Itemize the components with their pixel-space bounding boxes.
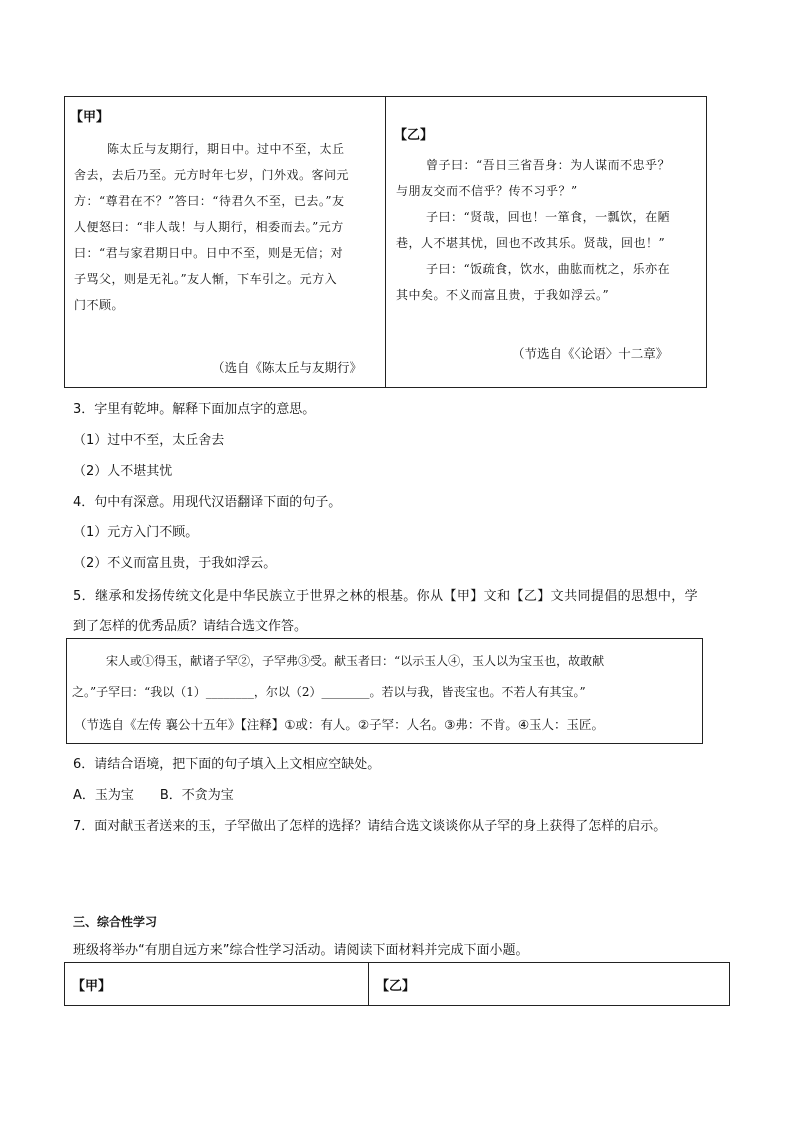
question-6: 6．请结合语境，把下面的句子填入上文相应空缺处。: [73, 757, 381, 772]
jia-line: 陈太丘与友期行，期日中。过中不至，太丘: [107, 142, 345, 156]
reading-table-divider: [385, 96, 386, 388]
question-4-1: （1）元方入门不顾。: [73, 525, 199, 540]
question-7: 7．面对献玉者送来的玉，子罕做出了怎样的选择？请结合选文谈谈你从子罕的身上获得了怎样的启示。: [73, 819, 667, 834]
yi-line: 巷，人不堪其忧，回也不改其乐。贤哉，回也！”: [396, 236, 666, 250]
zihan-source-notes: （节选自《左传 襄公十五年》【注释】①或：有人。②子罕：人名。③弗：不肯。④玉人：玉匠。: [74, 717, 605, 732]
question-6-options: A．玉为宝 B．不贪为宝: [73, 788, 234, 803]
jia-line: 曰：“君与家君期日中。日中不至，则是无信；对: [74, 246, 344, 260]
question-3: 3．字里有乾坤。解释下面加点字的意思。: [73, 402, 316, 417]
question-3-2-text: （2）人不堪其忧: [73, 464, 173, 479]
yi-line: 子曰：“饭疏食，饮水，曲肱而枕之，乐亦在: [426, 262, 671, 276]
section-3-intro: 班级将举办“有朋自远方来”综合性学习活动。请阅读下面材料并完成下面小题。: [73, 943, 529, 958]
jia-source: （选自《陈太丘与友期行》: [212, 360, 363, 375]
jia-line: 方：“尊君在不？”答曰：“待君久不至，已去。”友: [74, 194, 345, 208]
section-3-table-divider: [368, 962, 369, 1006]
question-3-2: [73, 460, 172, 479]
question-5-line2: 到了怎样的优秀品质？请结合选文作答。: [73, 619, 308, 634]
yi-tag: 【乙】: [394, 128, 434, 143]
zihan-line1: 宋人或①得玉，献诸子罕②，子罕弗③受。献玉者曰：“以示玉人④，玉人以为宝玉也，故敢献: [106, 654, 605, 668]
jia-line: 门不顾。: [74, 298, 125, 312]
section-3-title: 三、综合性学习: [73, 915, 158, 929]
question-4-2: （2）不义而富且贵，于我如浮云。: [73, 556, 277, 571]
yi-line: 其中矣。不义而富且贵，于我如浮云。”: [396, 288, 610, 302]
yi-text: [396, 152, 701, 308]
jia-line: 子骂父，则是无礼。”友人惭，下车引之。元方入: [74, 272, 338, 286]
jia-tag: 【甲】: [70, 110, 110, 125]
question-3-1-text: （1）过中不至，太丘舍去: [73, 433, 225, 448]
question-4: 4．句中有深意。用现代汉语翻译下面的句子。: [73, 495, 342, 510]
yi-line: 子曰：“贤哉，回也！一箪食，一瓢饮，在陋: [426, 210, 671, 224]
question-3-1: [73, 429, 224, 448]
yi-source: （节选自《〈论语〉十二章》: [512, 346, 669, 361]
jia-line: 舍去，去后乃至。元方时年七岁，门外戏。客问元: [74, 168, 350, 182]
section-3-yi: 【乙】: [376, 979, 416, 994]
zihan-line2: 之。”子罕曰：“我以（1）________，尔以（2）________。若以与我，皆丧宝也。不若人有其宝。”: [72, 685, 586, 699]
jia-line: 人便怒曰：“非人哉！与人期行，相委而去。”元方: [74, 220, 344, 234]
yi-line: 与朋友交而不信乎？传不习乎？”: [396, 184, 578, 198]
yi-line: 曾子曰：“吾日三省吾身：为人谋而不忠乎？: [426, 158, 671, 172]
jia-text: [74, 136, 380, 318]
question-5-line1: 5．继承和发扬传统文化是中华民族立于世界之林的根基。你从【甲】文和【乙】文共同提倡的思想中，学: [73, 589, 699, 604]
section-3-jia: 【甲】: [72, 979, 112, 994]
